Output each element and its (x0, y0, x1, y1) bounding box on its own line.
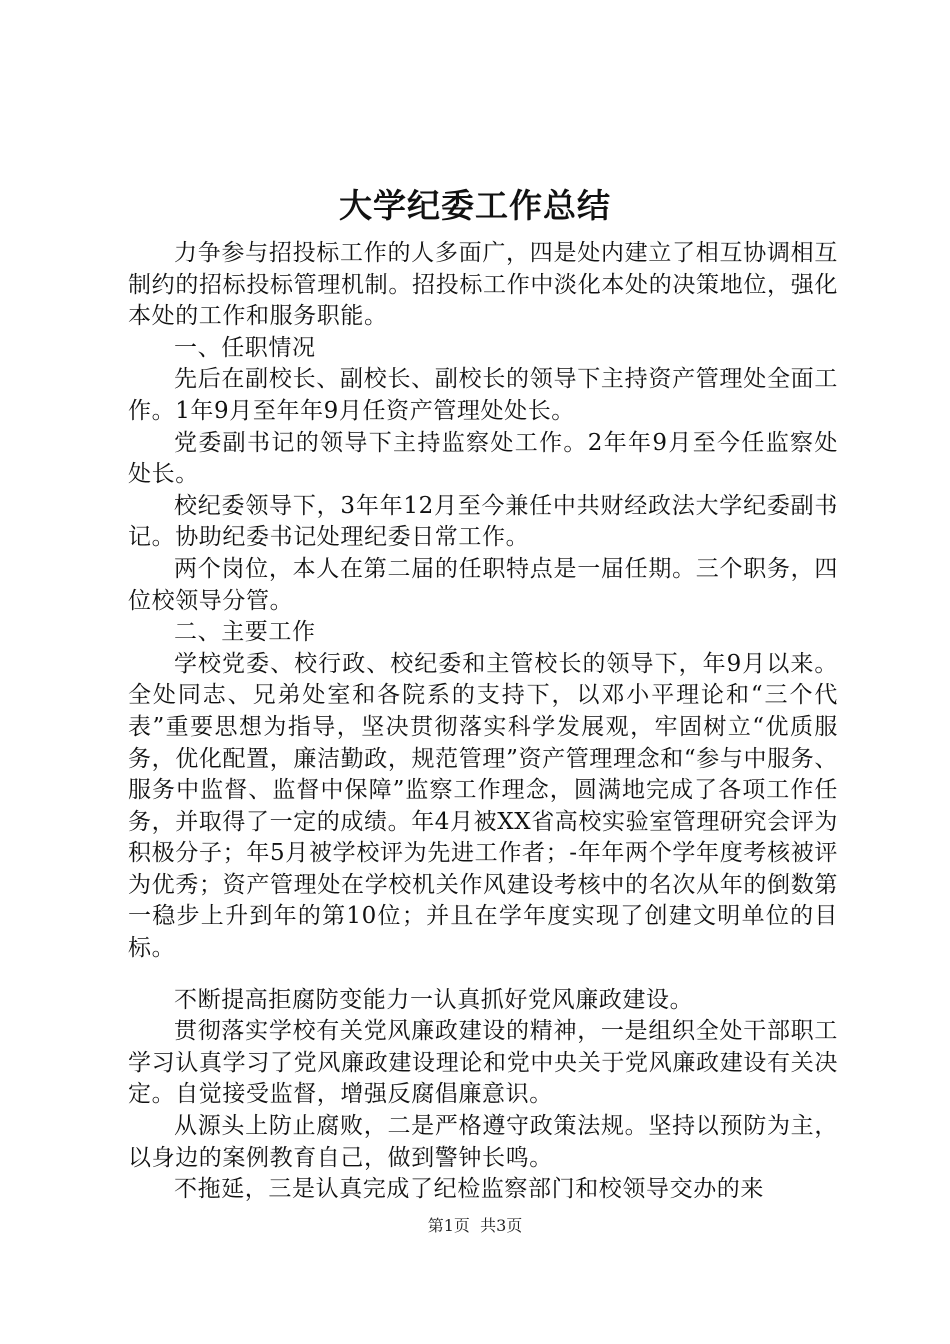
footer-separator (470, 1216, 480, 1235)
document-body (128, 238, 838, 1206)
paragraph: 力争参与招投标工作的人多面广，四是处内建立了相互协调相互制约的招标投标管理机制。招投标工作中淡化本处的决策地位，强化本处的工作和服务职能。 (128, 240, 838, 330)
document-title: 大学纪委工作总结 (339, 186, 611, 225)
paragraph: 学校党委、校行政、校纪委和主管校长的领导下，年9月以来。全处同志、兄弟处室和各院系的支持下，以邓小平理论和“三个代表”重要思想为指导，坚决贯彻落实科学发展观，牢固树立“优质服务，优化配置，廉洁勤政，规范管理”资产管理理念和“参与中服务、服务中监督、监督中保障”监察工作理念，圆满地完成了各项工作任务，并取得了一定的成绩。年4月被XX省高校实验室管理研究会评为积极分子；年5月被学校评为先进工作者；-年年两个学年度考核被评为优秀；资产管理处在学校机关作风建设考核中的名次从年的倒数第一稳步上升到年的第10位；并且在学年度实现了创建文明单位的目标。 (128, 650, 838, 962)
paragraph: 校纪委领导下，3年年12月至今兼任中共财经政法大学纪委副书记。协助纪委书记处理纪委日常工作。 (128, 492, 838, 551)
section-heading: 一、任职情况 (174, 334, 316, 361)
page-total: 共3页 (480, 1216, 523, 1235)
page-number: 第1页 (427, 1216, 470, 1235)
paragraph: 贯彻落实学校有关党风廉政建设的精神，一是组织全处干部职工学习认真学习了党风廉政建设理论和党中央关于党风廉政建设有关决定。自觉接受监督，增强反腐倡廉意识。 (128, 1018, 838, 1108)
paragraph: 先后在副校长、副校长、副校长的领导下主持资产管理处全面工作。1年9月至年年9月任资产管理处处长。 (128, 366, 838, 424)
paragraph: 不拖延，三是认真完成了纪检监察部门和校领导交办的来 (174, 1176, 764, 1203)
paragraph: 不断提高拒腐防变能力一认真抓好党风廉政建设。 (174, 986, 694, 1013)
paragraph: 从源头上防止腐败，二是严格遵守政策法规。坚持以预防为主，以身边的案例教育自己，做到警钟长鸣。 (128, 1113, 838, 1171)
page-footer (0, 1216, 950, 1236)
paragraph: 党委副书记的领导下主持监察处工作。2年年9月至今任监察处处长。 (128, 429, 838, 488)
section-heading: 二、主要工作 (174, 619, 316, 646)
paragraph: 两个岗位，本人在第二届的任职特点是一届任期。三个职务，四位校领导分管。 (128, 555, 838, 614)
